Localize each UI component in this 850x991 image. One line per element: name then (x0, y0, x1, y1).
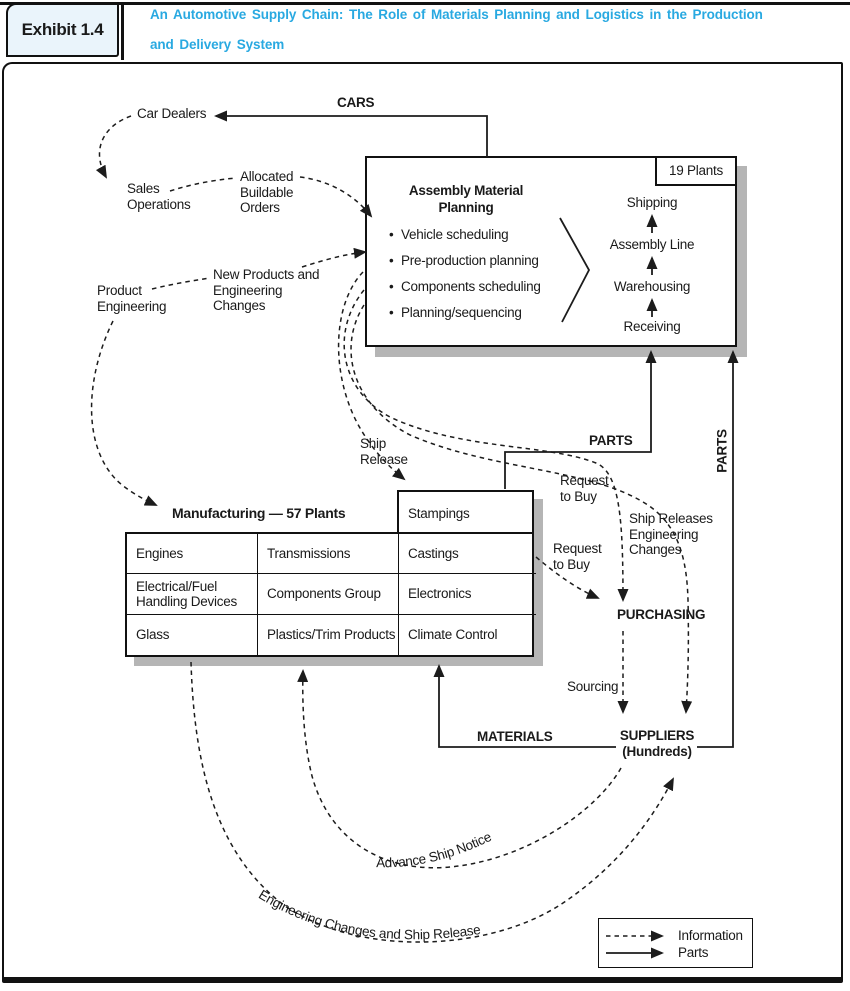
plant-cell-transmissions: Transmissions (258, 534, 399, 574)
manufacturing-table (125, 532, 534, 657)
label-line: Engineering (629, 526, 699, 542)
stampings-label: Stampings (408, 505, 470, 521)
flow-step-assembly: Assembly Line (609, 237, 695, 252)
label-line: Release (360, 451, 408, 467)
purchasing-label: PURCHASING (617, 607, 706, 622)
flow-step-warehousing: Warehousing (613, 279, 691, 294)
label-line: Changes (213, 298, 266, 313)
exhibit-title-line1: An Automotive Supply Chain: The Role of Materials Planning and Logistics in the Production (150, 7, 763, 22)
label-line: Request (553, 541, 602, 556)
request-to-buy-2-label (553, 541, 602, 572)
label-line: SUPPLIERS (619, 728, 695, 743)
label-line: (Hundreds) (622, 743, 692, 759)
label-line: Allocated (240, 169, 294, 184)
assembly-bullet-components: • Components scheduling (389, 279, 541, 295)
assembly-bullet-planning: • Planning/sequencing (389, 305, 522, 321)
label-line: Changes (629, 542, 682, 557)
label-line: Engineering (213, 282, 283, 298)
top-rule (0, 2, 850, 5)
plant-cell-electronics: Electronics (399, 574, 536, 614)
legend-information-label: Information (678, 928, 743, 943)
request-to-buy-1-label (560, 473, 609, 504)
car-dealers-label: Car Dealers (137, 106, 207, 121)
plant-cell-climate: Climate Control (408, 627, 498, 643)
parts-right-label: PARTS (714, 429, 730, 473)
label-line: Sales (127, 181, 160, 196)
manufacturing-title: Manufacturing — 57 Plants (172, 505, 346, 521)
suppliers-label (620, 728, 694, 759)
header-divider (121, 2, 124, 60)
engineering-changes-text: Engineering Changes and Ship Release (256, 886, 482, 943)
ship-release-label (360, 436, 408, 467)
sourcing-label: Sourcing (567, 679, 619, 694)
label-line: Buildable (240, 184, 294, 200)
materials-label: MATERIALS (477, 729, 553, 744)
exhibit-title-line2: and Delivery System (150, 37, 285, 52)
exhibit-number: Exhibit 1.4 (21, 20, 104, 39)
exhibit-number-box (6, 3, 119, 57)
plant-cell-electrical: Electrical/Fuel Handling Devices (127, 574, 258, 614)
plants-count: 19 Plants (668, 163, 724, 178)
label-line: Product (97, 283, 142, 298)
allocated-orders-label (240, 169, 293, 216)
assembly-title (409, 183, 523, 216)
flow-step-shipping: Shipping (626, 195, 678, 210)
label-line: Engineering (97, 298, 167, 314)
plant-cell-components: Components Group (258, 574, 399, 614)
plant-cell-castings: Castings (399, 534, 536, 574)
sales-operations-label (127, 181, 191, 212)
legend-parts-label: Parts (678, 945, 709, 960)
stampings-cell (397, 490, 534, 534)
assembly-title-line: Planning (438, 199, 494, 215)
flow-step-receiving: Receiving (623, 319, 681, 334)
assembly-title-line: Assembly Material (408, 183, 524, 198)
plant-cell-plastics: Plastics/Trim Products (258, 615, 399, 655)
label-line: New Products and (213, 267, 320, 282)
plant-cell-glass: Glass (127, 615, 258, 655)
label-line: Operations (127, 196, 191, 212)
assembly-bullet-vehicle: • Vehicle scheduling (389, 227, 508, 243)
plant-cell-engines: Engines (127, 534, 258, 574)
label-line: to Buy (560, 488, 597, 504)
cars-label: CARS (337, 95, 375, 110)
assembly-bullet-preprod: • Pre-production planning (389, 253, 539, 269)
new-products-label (213, 267, 319, 314)
label-line: Orders (240, 200, 280, 215)
label-line: Ship (360, 436, 387, 451)
advance-ship-notice-text: Advance Ship Notice (376, 829, 494, 871)
label-line: Request (560, 473, 609, 488)
parts-mid-label: PARTS (589, 433, 633, 448)
label-line: to Buy (553, 556, 590, 572)
ship-releases-changes-label (629, 511, 713, 558)
product-engineering-label (97, 283, 166, 314)
plants-count-badge (655, 158, 735, 186)
label-line: Ship Releases (629, 511, 713, 526)
